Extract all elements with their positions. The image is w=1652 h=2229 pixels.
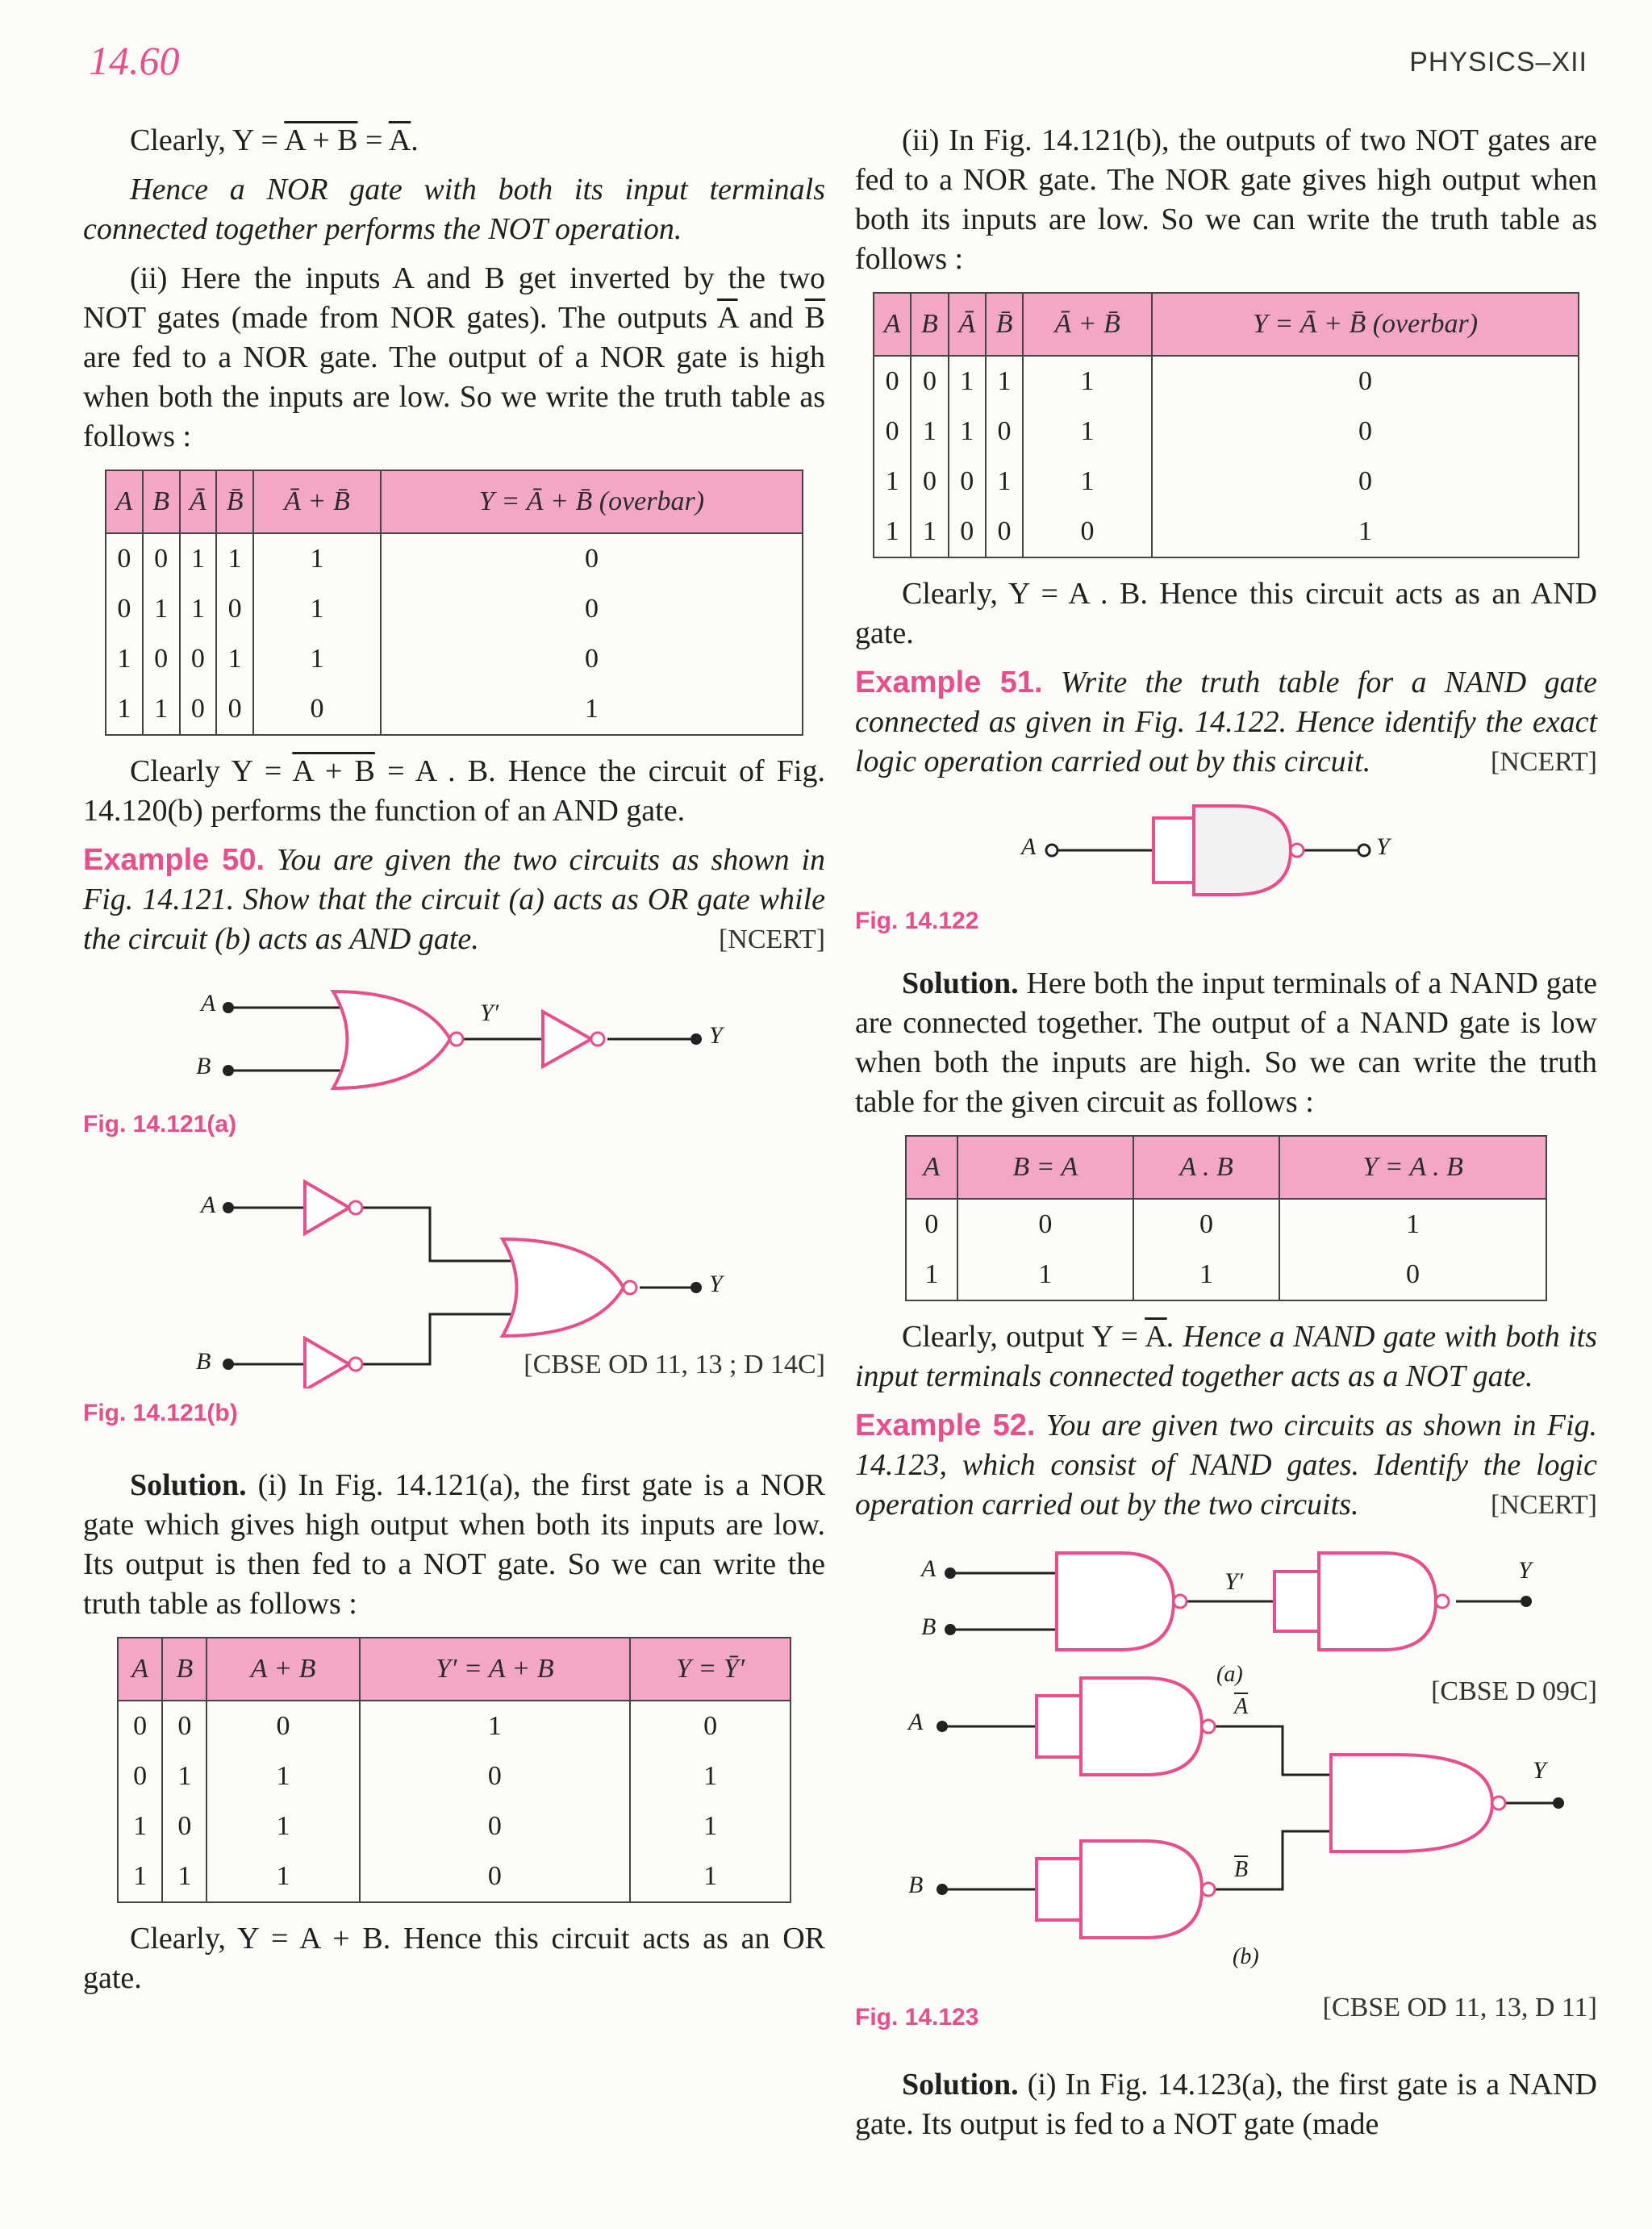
cell: 1 (118, 1851, 162, 1902)
fig-122-caption: Fig. 14.122 (855, 908, 979, 934)
cell: 1 (911, 507, 948, 557)
fig-123-diagram (855, 1541, 1597, 2041)
cell: 1 (1023, 356, 1152, 407)
input-a-label: A (1021, 833, 1037, 860)
input-a-label: A (908, 1709, 924, 1735)
cell: 1 (106, 634, 143, 684)
solution-label: Solution. (902, 2068, 1019, 2102)
nand-circuits (855, 1541, 1597, 2041)
cell: 1 (874, 457, 911, 507)
table-row (118, 1701, 791, 1751)
input-a-label: A (201, 1192, 216, 1218)
cell: 0 (986, 507, 1023, 557)
table-header-row (874, 293, 1579, 356)
cell: 1 (106, 684, 143, 735)
table-row (106, 634, 803, 684)
output-y-label: Y (1533, 1757, 1546, 1784)
and-conclusion-paragraph (83, 752, 825, 831)
cell: 1 (911, 407, 948, 457)
cell: 1 (143, 584, 180, 634)
cell: 1 (118, 1801, 162, 1851)
col-header: B (911, 293, 948, 356)
ncert-ref: [NCERT] (718, 925, 825, 954)
example-label: Example 52. (855, 1409, 1036, 1442)
cell: 1 (1279, 1199, 1546, 1250)
page-number: 14.60 (89, 38, 180, 83)
text-span: Clearly, output Y = (902, 1320, 1145, 1354)
nor-not-paragraph: Hence a NOR gate with both its input terminals connected together performs the NOT operation. (83, 173, 825, 246)
col-header: A (118, 1638, 162, 1701)
cell: 1 (874, 507, 911, 557)
truth-table-2 (117, 1637, 791, 1903)
example-51 (855, 663, 1597, 782)
cell: 0 (118, 1701, 162, 1751)
text-span: = (357, 123, 389, 157)
cell: 1 (162, 1851, 206, 1902)
cell: 0 (1152, 356, 1579, 407)
cell: 1 (957, 1250, 1133, 1300)
input-b-label: B (196, 1348, 211, 1375)
text-span: = A . B. Hence the circuit of Fig. 14.120(b) performs the function of an AND gate. (83, 754, 825, 828)
overline-term: $\overline{A}$ (717, 301, 738, 335)
table-row (118, 1751, 791, 1801)
truth-table-4 (905, 1135, 1547, 1301)
sub-caption-a: (a) (1216, 1662, 1243, 1687)
table-row (906, 1199, 1546, 1250)
cell: 0 (1279, 1250, 1546, 1300)
cell: 0 (911, 457, 948, 507)
a-bar-label: $\overline{A}$ (1234, 1694, 1249, 1719)
cell: 0 (143, 634, 180, 684)
col-header: Ā + B̄ (253, 470, 381, 533)
left-eq-paragraph (83, 121, 825, 161)
col-header: B̄ (986, 293, 1023, 356)
cell: 0 (206, 1701, 359, 1751)
table-row (874, 407, 1579, 457)
cell: 1 (216, 533, 253, 584)
inverted-inputs-paragraph (83, 259, 825, 457)
cell: 1 (906, 1250, 957, 1300)
cell: 1 (253, 533, 381, 584)
or-conclusion-paragraph: Clearly, Y = A + B. Hence this circuit acts as an OR gate. (83, 1922, 825, 1995)
table-row (906, 1250, 1546, 1300)
fig-122-diagram (855, 798, 1597, 903)
cell: 0 (906, 1199, 957, 1250)
cell: 0 (1133, 1199, 1279, 1250)
output-y-label: Y (1518, 1557, 1532, 1584)
output-y-label: Y (709, 1271, 723, 1297)
example-text: You are given two circuits as shown in Fig. 14.123, which consist of NAND gates. Identify the logic operation carried out by the two circuits. (855, 1409, 1598, 1521)
cell: 1 (949, 356, 986, 407)
text-span: and (737, 301, 805, 335)
overline-term: $\overline{A}$ (388, 123, 411, 157)
table-row (118, 1851, 791, 1902)
cell: 1 (1023, 457, 1152, 507)
cell: 0 (180, 684, 217, 735)
cell: 1 (1152, 507, 1579, 557)
fig-121b-diagram (83, 1171, 825, 1388)
output-y-label: Y (709, 1022, 723, 1049)
running-head: PHYSICS–XII (1409, 47, 1587, 77)
cell: 1 (253, 584, 381, 634)
example-label: Example 50. (83, 843, 265, 877)
text-span: Clearly Y = (130, 754, 293, 788)
left-column (83, 121, 825, 2008)
table-header-row (118, 1638, 791, 1701)
table-row (106, 584, 803, 634)
col-header: Y = Ȳ′ (630, 1638, 791, 1701)
cell: 0 (381, 533, 803, 584)
cell: 0 (874, 407, 911, 457)
cell: 0 (216, 684, 253, 735)
cell: 1 (180, 533, 217, 584)
solution-text: (i) In Fig. 14.121(a), the first gate is a NOR gate which gives high output when both its inputs are low. Its output is then fed to a NOT gate. So we can write the truth table as follows : (83, 1468, 825, 1621)
col-header: A . B (1133, 1136, 1279, 1199)
cell: 0 (118, 1751, 162, 1801)
cell: 0 (911, 356, 948, 407)
truth-table-3 (873, 292, 1579, 558)
text-span: . (411, 123, 419, 157)
cell: 1 (986, 356, 1023, 407)
solution-paragraph (83, 1466, 825, 1624)
solution-text: (i) In Fig. 14.123(a), the first gate is a NAND gate. Its output is fed to a NOT gate (made (855, 2068, 1597, 2141)
cell: 1 (1023, 407, 1152, 457)
sub-caption-b: (b) (1233, 1944, 1259, 1969)
cell: 1 (143, 684, 180, 735)
example-52 (855, 1406, 1597, 1525)
cell: 1 (216, 634, 253, 684)
table-row (106, 684, 803, 735)
table-header-row (906, 1136, 1546, 1199)
col-header: A (906, 1136, 957, 1199)
col-header: Y = Ā + B̄ (overbar) (1152, 293, 1579, 356)
fig-121a-diagram (83, 975, 825, 1104)
cell: 1 (206, 1851, 359, 1902)
cell: 1 (206, 1751, 359, 1801)
cell: 0 (381, 584, 803, 634)
cell: 0 (1152, 457, 1579, 507)
output-y-label: Y (1376, 833, 1390, 860)
cell: 1 (1133, 1250, 1279, 1300)
cell: 0 (957, 1199, 1133, 1250)
cell: 0 (106, 533, 143, 584)
input-b-label: B (196, 1053, 211, 1079)
table-row (874, 457, 1579, 507)
text-span: Clearly, Y = (130, 123, 285, 157)
cell: 1 (180, 584, 217, 634)
fig-123-caption: Fig. 14.123 (855, 2004, 979, 2031)
solution-paragraph-2 (855, 2065, 1597, 2144)
col-header: Ā (949, 293, 986, 356)
truth-table-1 (105, 470, 803, 736)
overline-term: $\overline{B}$ (804, 301, 825, 335)
col-header: B (143, 470, 180, 533)
cell: 0 (360, 1801, 631, 1851)
cell: 1 (949, 407, 986, 457)
col-header: A + B (206, 1638, 359, 1701)
ncert-ref: [NCERT] (1490, 1490, 1597, 1520)
table-row (118, 1801, 791, 1851)
nand-not-circuit (855, 798, 1597, 903)
cell: 0 (162, 1801, 206, 1851)
nor-and-paragraph: (ii) In Fig. 14.121(b), the outputs of two NOT gates are fed to a NOR gate. The NOR gate gives high output when both its inputs are low. So we can write the truth table as follows : (855, 123, 1597, 276)
cell: 1 (360, 1701, 631, 1751)
solution-text: Here both the input terminals of a NAND gate are connected together. The output of a NAND gate is low when both the inputs are high. So we can write the truth table for the given circuit as follows : (855, 966, 1597, 1119)
y-prime-label: Y′ (1224, 1568, 1244, 1595)
cell: 0 (1023, 507, 1152, 557)
cell: 1 (630, 1801, 791, 1851)
y-prime-label: Y′ (480, 1000, 499, 1026)
nand-not-conclusion (855, 1317, 1597, 1396)
table-row (106, 533, 803, 584)
cell: 0 (874, 356, 911, 407)
cell: 0 (949, 507, 986, 557)
cbse-ref-b: [CBSE OD 11, 13, D 11] (1322, 1993, 1597, 2022)
table-row (874, 507, 1579, 557)
col-header: B (162, 1638, 206, 1701)
cell: 1 (630, 1751, 791, 1801)
cell: 1 (162, 1751, 206, 1801)
table-header-row (106, 470, 803, 533)
overline-term: A + B (292, 754, 375, 788)
cell: 0 (162, 1701, 206, 1751)
cell: 0 (360, 1751, 631, 1801)
cell: 0 (949, 457, 986, 507)
input-b-label: B (921, 1613, 937, 1640)
cell: 0 (360, 1851, 631, 1902)
example-text: You are given the two circuits as shown in Fig. 14.121. Show that the circuit (a) acts as OR gate while the circuit (b) acts as AND gate. (83, 843, 826, 956)
col-header: A (874, 293, 911, 356)
cell: 1 (986, 457, 1023, 507)
cell: 1 (206, 1801, 359, 1851)
cell: 0 (216, 584, 253, 634)
solution-label: Solution. (130, 1468, 247, 1502)
ncert-ref: [NCERT] (1490, 747, 1597, 777)
cell: 0 (106, 584, 143, 634)
cell: 1 (381, 684, 803, 735)
cell: 0 (630, 1701, 791, 1751)
text-span: (ii) Here the inputs A and B get inverted by the two NOT gates (made from NOR gates). The outputs (83, 261, 825, 335)
cell: 0 (986, 407, 1023, 457)
input-b-label: B (908, 1872, 924, 1898)
col-header: B̄ (216, 470, 253, 533)
overline-term: A + B (284, 123, 358, 157)
cell: 0 (381, 634, 803, 684)
input-a-label: A (201, 990, 216, 1016)
col-header: Y = A . B (1279, 1136, 1546, 1199)
table-row (874, 356, 1579, 407)
fig-121a-caption: Fig. 14.121(a) (83, 1111, 237, 1137)
col-header: Ā (180, 470, 217, 533)
cbse-ref: [CBSE OD 11, 13 ; D 14C] (524, 1350, 825, 1380)
fig-121b-caption: Fig. 14.121(b) (83, 1400, 238, 1426)
cell: 0 (1152, 407, 1579, 457)
cell: 0 (253, 684, 381, 735)
overline-term: $\overline{A}$ (1145, 1320, 1167, 1354)
cell: 1 (630, 1851, 791, 1902)
text-span: are fed to a NOR gate. The output of a NOR gate is high when both the inputs are low. So we write the truth table as follows : (83, 340, 825, 453)
cell: 0 (143, 533, 180, 584)
col-header: Y′ = A + B (360, 1638, 631, 1701)
example-text: Write the truth table for a NAND gate connected as given in Fig. 14.122. Hence identify the exact logic operation carried out by this circuit. (855, 666, 1597, 778)
solution-label: Solution. (902, 966, 1019, 1000)
example-50 (83, 841, 825, 959)
cbse-ref-a: [CBSE D 09C] (1431, 1676, 1597, 1706)
cell: 1 (253, 634, 381, 684)
col-header: A (106, 470, 143, 533)
text-span: . Hence a NAND gate with both its input terminals connected together acts as a NOT gate. (855, 1320, 1598, 1393)
and-gate-conclusion: Clearly, Y = A . B. Hence this circuit acts as an AND gate. (855, 577, 1597, 650)
col-header: B = A (957, 1136, 1133, 1199)
example-label: Example 51. (855, 666, 1043, 699)
solution-paragraph (855, 964, 1597, 1122)
b-bar-label: $\overline{B}$ (1234, 1857, 1249, 1882)
col-header: Y = Ā + B̄ (overbar) (381, 470, 803, 533)
right-column (855, 121, 1597, 2154)
col-header: Ā + B̄ (1023, 293, 1152, 356)
input-a-label: A (921, 1555, 937, 1582)
cell: 0 (180, 634, 217, 684)
